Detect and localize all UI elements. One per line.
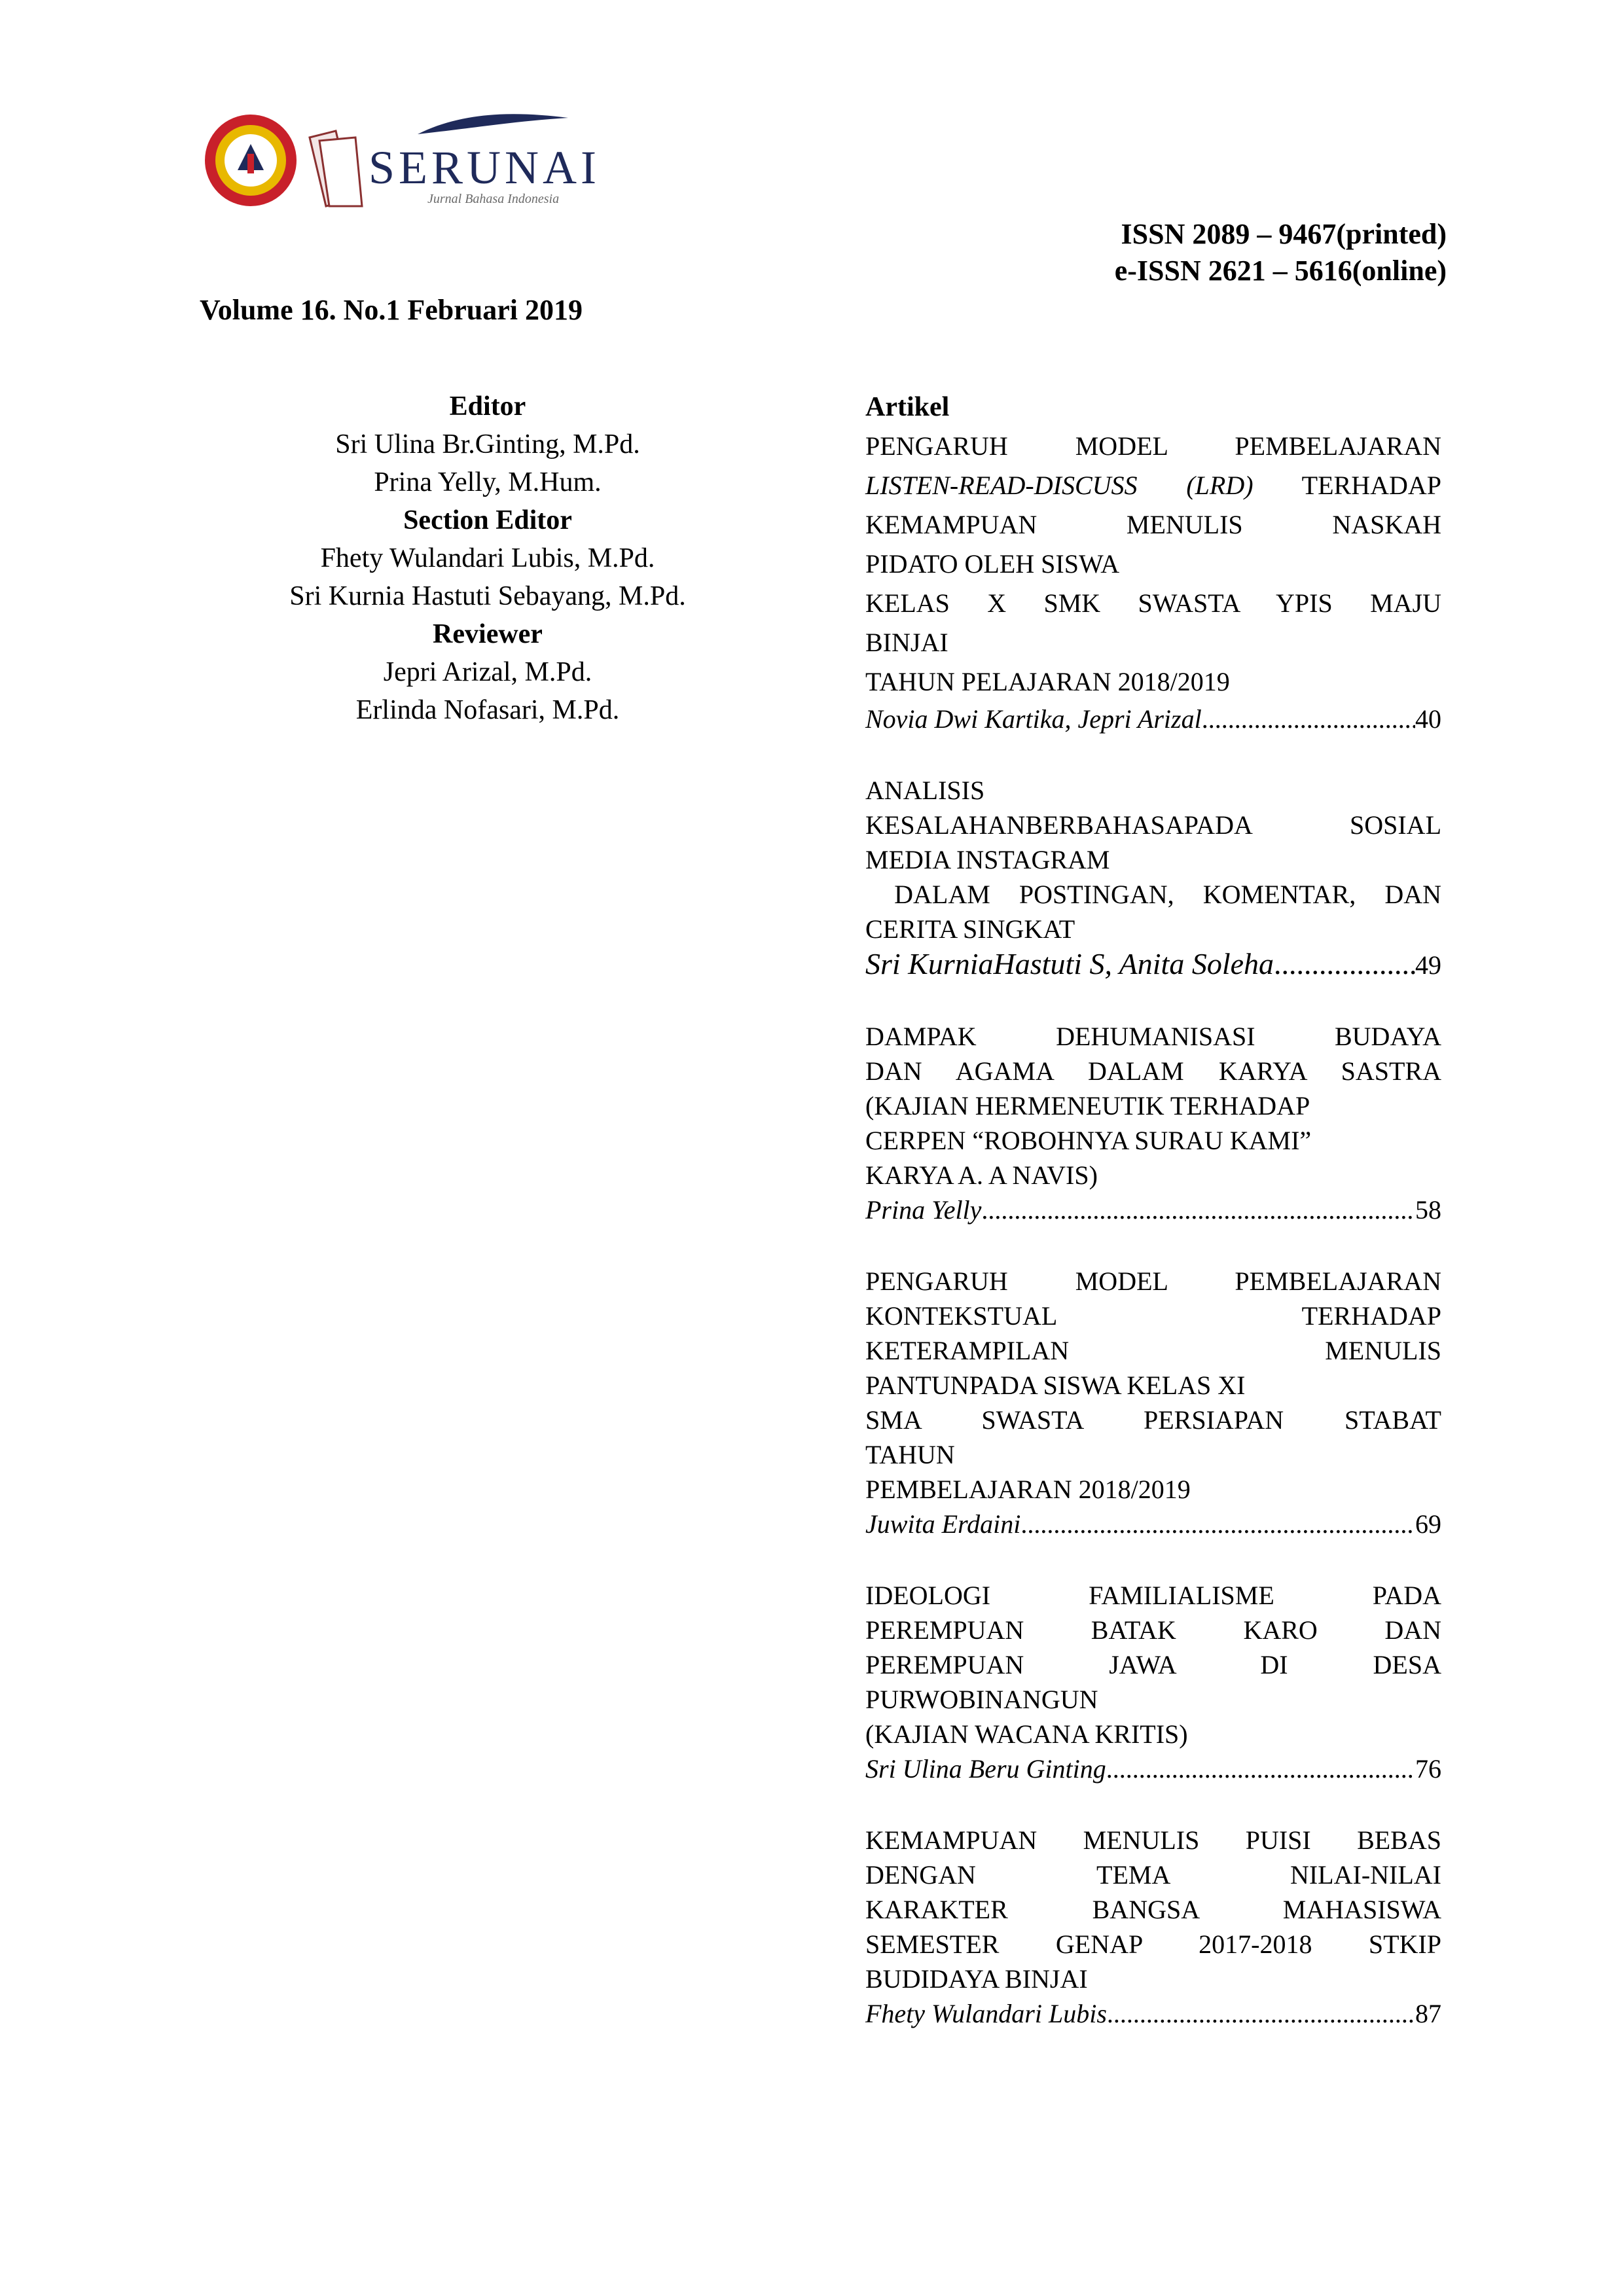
article-title-line: DALAM POSTINGAN, KOMENTAR, DAN <box>865 880 1441 909</box>
leader-dots <box>1107 1996 1415 2031</box>
article-title-line: MEDIA INSTAGRAM <box>865 845 1110 874</box>
article-title-line: PEREMPUAN BATAK KARO DAN <box>865 1615 1441 1645</box>
article-title-line: PENGARUH MODEL PEMBELAJARAN <box>865 431 1441 461</box>
article-title-line: CERITA SINGKAT <box>865 914 1075 944</box>
article-title-line: KELAS X SMK SWASTA YPIS MAJU <box>865 588 1441 618</box>
article-title-line: PURWOBINANGUN <box>865 1685 1098 1714</box>
logo-wordmark: SERUNAI <box>369 141 601 194</box>
article-title-line: PANTUNPADA SISWA KELAS XI <box>865 1371 1246 1400</box>
editor-name: Sri Ulina Br.Ginting, M.Pd. <box>335 429 640 459</box>
article-title-line: LISTEN-READ-DISCUSS (LRD) TERHADAP <box>865 471 1441 500</box>
leader-dots <box>1274 946 1415 981</box>
article-authors: Sri Ulina Beru Ginting <box>865 1754 1106 1784</box>
editor-heading: Editor <box>449 391 526 422</box>
article-entry[interactable] <box>865 427 1441 736</box>
article-title-line: KONTEKSTUAL TERHADAP <box>865 1301 1441 1331</box>
section-editor-name: Fhety Wulandari Lubis, M.Pd. <box>320 543 655 573</box>
article-title-line: SMA SWASTA PERSIAPAN STABAT <box>865 1405 1441 1435</box>
article-page-number: 40 <box>1415 704 1441 734</box>
leader-dots <box>1202 702 1415 736</box>
article-title-line: (KAJIAN HERMENEUTIK TERHADAP <box>865 1091 1310 1121</box>
article-title-line: DAN AGAMA DALAM KARYA SASTRA <box>865 1056 1441 1086</box>
article-title-line: DAMPAK DEHUMANISASI BUDAYA <box>865 1022 1441 1051</box>
article-author-line <box>865 946 1441 982</box>
editor-name: Prina Yelly, M.Hum. <box>374 467 602 497</box>
article-entry[interactable] <box>865 1578 1441 1786</box>
article-page-number: 49 <box>1415 950 1441 980</box>
article-author-line <box>865 1193 1441 1227</box>
leader-dots <box>1020 1507 1415 1541</box>
logo-tagline: Jurnal Bahasa Indonesia <box>427 192 560 206</box>
article-title-line: PENGARUH MODEL PEMBELAJARAN <box>865 1266 1441 1296</box>
article-authors: Sri KurniaHastuti S, Anita Soleha <box>865 947 1274 980</box>
article-title-line: SEMESTER GENAP 2017-2018 STKIP <box>865 1929 1441 1959</box>
article-author-line <box>865 1507 1441 1541</box>
article-title-line: TAHUN <box>865 1440 955 1469</box>
table-of-contents <box>865 387 1441 2068</box>
article-author-line <box>865 702 1441 736</box>
issn-block <box>982 216 1447 289</box>
article-authors: Juwita Erdaini <box>865 1509 1021 1539</box>
quill-feather-icon <box>418 114 568 134</box>
article-page-number: 58 <box>1415 1195 1441 1225</box>
volume-info: Volume 16. No.1 Februari 2019 <box>200 294 583 326</box>
reviewer-name: Jepri Arizal, M.Pd. <box>383 657 592 687</box>
article-title-line: KARAKTER BANGSA MAHASISWA <box>865 1895 1441 1924</box>
issn-printed: ISSN 2089 – 9467(printed) <box>1121 218 1447 250</box>
article-title-line: KEMAMPUAN MENULIS PUISI BEBAS <box>865 1825 1441 1855</box>
article-entry[interactable] <box>865 1019 1441 1227</box>
section-editor-heading: Section Editor <box>403 505 572 535</box>
article-title-line: BUDIDAYA BINJAI <box>865 1964 1088 1994</box>
article-title-line: BINJAI <box>865 628 948 657</box>
article-page-number: 76 <box>1415 1754 1441 1784</box>
article-page-number: 87 <box>1415 1999 1441 2028</box>
editorial-board <box>200 387 776 729</box>
article-title-line: PEMBELAJARAN 2018/2019 <box>865 1475 1191 1504</box>
article-title-line: KETERAMPILAN MENULIS <box>865 1336 1441 1365</box>
article-entry[interactable] <box>865 1264 1441 1541</box>
article-entry[interactable] <box>865 773 1441 982</box>
artikel-heading: Artikel <box>865 392 950 422</box>
article-title-line: ANALISIS <box>865 776 985 805</box>
article-authors: Novia Dwi Kartika, Jepri Arizal <box>865 704 1202 734</box>
article-entry[interactable] <box>865 1823 1441 2031</box>
article-title-line: KEMAMPUAN MENULIS NASKAH <box>865 510 1441 539</box>
article-title-line: IDEOLOGI FAMILIALISME PADA <box>865 1581 1441 1610</box>
article-title-line: KARYA A. A NAVIS) <box>865 1160 1098 1190</box>
article-title-line: KESALAHANBERBAHASAPADA SOSIAL <box>865 810 1441 840</box>
article-page-number: 69 <box>1415 1509 1441 1539</box>
article-title-line: PIDATO OLEH SISWA <box>865 549 1120 579</box>
article-authors: Prina Yelly <box>865 1195 982 1225</box>
leader-dots <box>1106 1751 1415 1786</box>
journal-logo <box>202 108 621 213</box>
reviewer-name: Erlinda Nofasari, M.Pd. <box>355 695 620 725</box>
article-title-line: DENGAN TEMA NILAI-NILAI <box>865 1860 1441 1890</box>
section-editor-name: Sri Kurnia Hastuti Sebayang, M.Pd. <box>289 581 686 611</box>
article-author-line <box>865 1751 1441 1786</box>
article-authors: Fhety Wulandari Lubis <box>865 1999 1107 2028</box>
article-title-line: PEREMPUAN JAWA DI DESA <box>865 1650 1441 1679</box>
article-title-line: TAHUN PELAJARAN 2018/2019 <box>865 667 1230 696</box>
logo-graphic <box>202 108 621 213</box>
leader-dots <box>981 1193 1415 1227</box>
article-author-line <box>865 1996 1441 2031</box>
reviewer-heading: Reviewer <box>433 619 543 649</box>
issn-online: e-ISSN 2621 – 5616(online) <box>1114 255 1447 287</box>
article-title-line: CERPEN “ROBOHNYA SURAU KAMI” <box>865 1126 1312 1155</box>
article-title-line: (KAJIAN WACANA KRITIS) <box>865 1719 1188 1749</box>
